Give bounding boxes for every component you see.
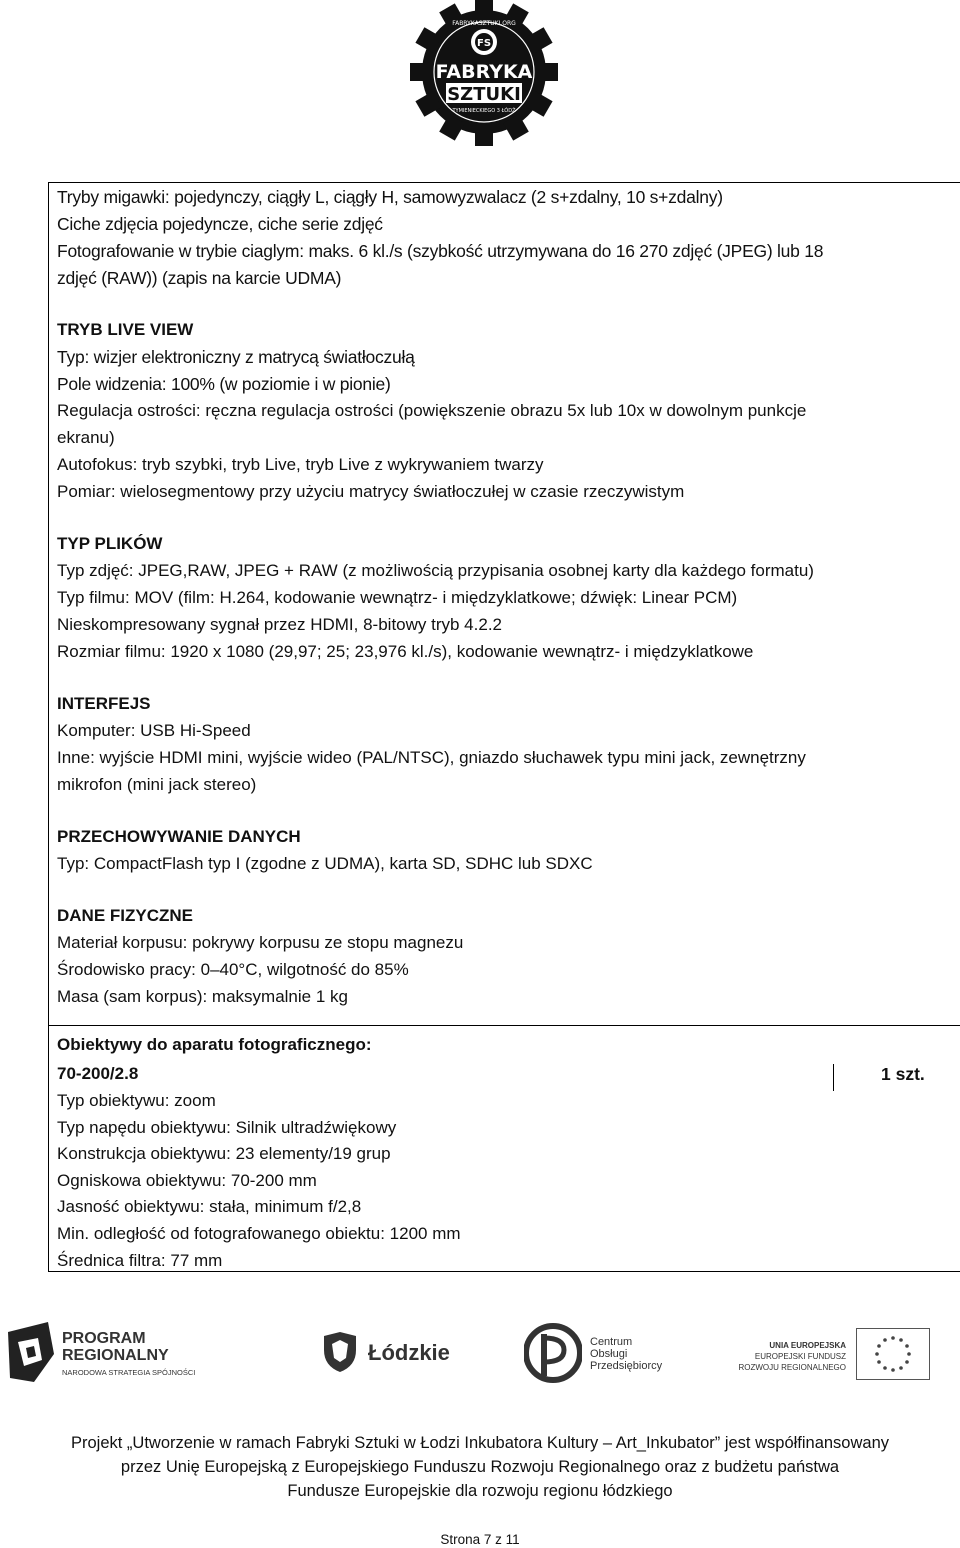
section-heading: TYP PLIKÓW	[57, 534, 163, 553]
lodzkie-text: Łódzkie	[368, 1340, 450, 1365]
centrum-line3: Przedsiębiorcy	[590, 1360, 663, 1372]
spec-line: zdjęć (RAW)) (zapis na karcie UDMA)	[57, 268, 342, 288]
table-row-divider	[49, 1025, 960, 1026]
logo-ring-text: FABRYKASZTUKI.ORG	[452, 20, 516, 27]
eu-line3: ROZWOJU REGIONALNEGO	[738, 1363, 846, 1372]
spec-line: Typ filmu: MOV (film: H.264, kodowanie wewnątrz- i międzyklatkowe; dźwięk: Linear PCM)	[57, 588, 738, 607]
spec-line: Środowisko pracy: 0–40°C, wilgotność do 85%	[57, 960, 409, 979]
table-column-divider	[833, 1064, 834, 1091]
spec-line: Nieskompresowany sygnał przez HDMI, 8-bitowy tryb 4.2.2	[57, 615, 502, 634]
section-heading: PRZECHOWYWANIE DANYCH	[57, 827, 301, 846]
spec-line: Pole widzenia: 100% (w poziomie i w pionie)	[57, 374, 391, 394]
spec-line: Ciche zdjęcia pojedyncze, ciche serie zdjęć	[57, 214, 383, 234]
footer-text-line-3: Fundusze Europejskie dla rozwoju regionu łódzkiego	[287, 1482, 673, 1500]
program-line3: NARODOWA STRATEGIA SPÓJNOŚCI	[62, 1368, 196, 1377]
centrum-line2: Obsługi	[590, 1348, 628, 1360]
spec-line: Autofokus: tryb szybki, tryb Live, tryb Live z wykrywaniem twarzy	[57, 455, 544, 474]
eu-logo	[724, 1324, 956, 1390]
page-number: Strona 7 z 11	[440, 1532, 520, 1547]
spec-line: Pomiar: wielosegmentowy przy użyciu matrycy światłoczułej w czasie rzeczywistym	[57, 482, 685, 501]
lens-detail-line: Min. odległość od fotografowanego obiektu: 1200 mm	[57, 1224, 461, 1243]
lens-quantity: 1 szt.	[881, 1064, 925, 1084]
logo-monogram: FS	[476, 38, 492, 49]
fabryka-sztuki-logo	[409, 0, 559, 150]
spec-line: Masa (sam korpus): maksymalnie 1 kg	[57, 987, 348, 1006]
lens-detail-line: Typ obiektywu: zoom	[57, 1091, 216, 1110]
centrum-line1: Centrum	[590, 1336, 633, 1348]
lens-detail-line: Jasność obiektywu: stała, minimum f/2,8	[57, 1197, 362, 1217]
spec-line: Inne: wyjście HDMI mini, wyjście wideo (PAL/NTSC), gniazdo słuchawek typu mini jack, zewnętrzny	[57, 748, 806, 767]
lens-section-title: Obiektywy do aparatu fotograficznego:	[57, 1035, 372, 1054]
spec-line: Komputer: USB Hi-Speed	[57, 721, 251, 740]
section-heading: DANE FIZYCZNE	[57, 906, 193, 925]
section-heading: TRYB LIVE VIEW	[57, 320, 194, 339]
spec-line: Fotografowanie w trybie ciaglym: maks. 6 kl./s (szybkość utrzymywana do 16 270 zdjęć (JPEG) lub 18	[57, 241, 824, 261]
lens-detail-line: Ogniskowa obiektywu: 70-200 mm	[57, 1170, 317, 1190]
section-heading: INTERFEJS	[57, 694, 151, 713]
eu-line1: UNIA EUROPEJSKA	[769, 1341, 846, 1350]
logo-word-sztuki: SZTUKI	[447, 84, 521, 105]
lens-detail-line: Średnica filtra: 77 mm	[57, 1250, 223, 1270]
program-regionalny-logo	[4, 1318, 204, 1388]
lodzkie-logo	[320, 1330, 450, 1380]
program-line1: PROGRAM	[62, 1330, 146, 1347]
logo-address: TYMIENIECKIEGO 3 ŁÓDŹ	[452, 108, 516, 114]
footer-text-line-2: przez Unię Europejską z Europejskiego Funduszu Rozwoju Regionalnego oraz z budżetu państwa	[120, 1458, 840, 1476]
lens-detail-line: Konstrukcja obiektywu: 23 elementy/19 grup	[57, 1144, 391, 1164]
spec-line: Typ zdjęć: JPEG,RAW, JPEG + RAW (z możliwością przypisania osobnej karty dla każdego formatu)	[57, 561, 814, 580]
spec-line: Regulacja ostrości: ręczna regulacja ostrości (powiększenie obrazu 5x lub 10x w dowolnym punkcje	[57, 401, 807, 420]
spec-line: Materiał korpusu: pokrywy korpusu ze stopu magnezu	[57, 933, 464, 952]
lodzkie-emblem	[320, 1330, 360, 1374]
centrum-obslugi-logo	[524, 1318, 664, 1390]
program-regionalny-emblem	[4, 1320, 58, 1386]
program-line2: REGIONALNY	[62, 1347, 169, 1364]
spec-line: Rozmiar filmu: 1920 x 1080 (29,97; 25; 23,976 kl./s), kodowanie wewnątrz- i międzyklatkowe	[57, 642, 754, 661]
lens-detail-line: Typ napędu obiektywu: Silnik ultradźwiękowy	[57, 1117, 397, 1137]
spec-line: mikrofon (mini jack stereo)	[57, 775, 257, 794]
spec-line: Tryby migawki: pojedynczy, ciągły L, ciągły H, samowyzwalacz (2 s+zdalny, 10 s+zdalny)	[57, 187, 723, 207]
eu-flag-icon	[856, 1328, 930, 1380]
logo-word-fabryka: FABRYKA	[435, 61, 533, 83]
specification-table	[48, 182, 960, 1272]
lens-model: 70-200/2.8	[57, 1064, 139, 1083]
centrum-emblem	[524, 1320, 582, 1386]
spec-line: Typ: CompactFlash typ I (zgodne z UDMA), karta SD, SDHC lub SDXC	[57, 854, 593, 873]
footer-logos	[0, 1318, 960, 1398]
footer-text-line-1: Projekt „Utworzenie w ramach Fabryki Sztuki w Łodzi Inkubatora Kultury – Art_Inkubator” jest współfinansowany	[70, 1434, 890, 1452]
spec-line: Typ: wizjer elektroniczny z matrycą światłoczułą	[57, 347, 415, 367]
spec-line: ekranu)	[57, 428, 115, 447]
eu-line2: EUROPEJSKI FUNDUSZ	[754, 1352, 846, 1361]
